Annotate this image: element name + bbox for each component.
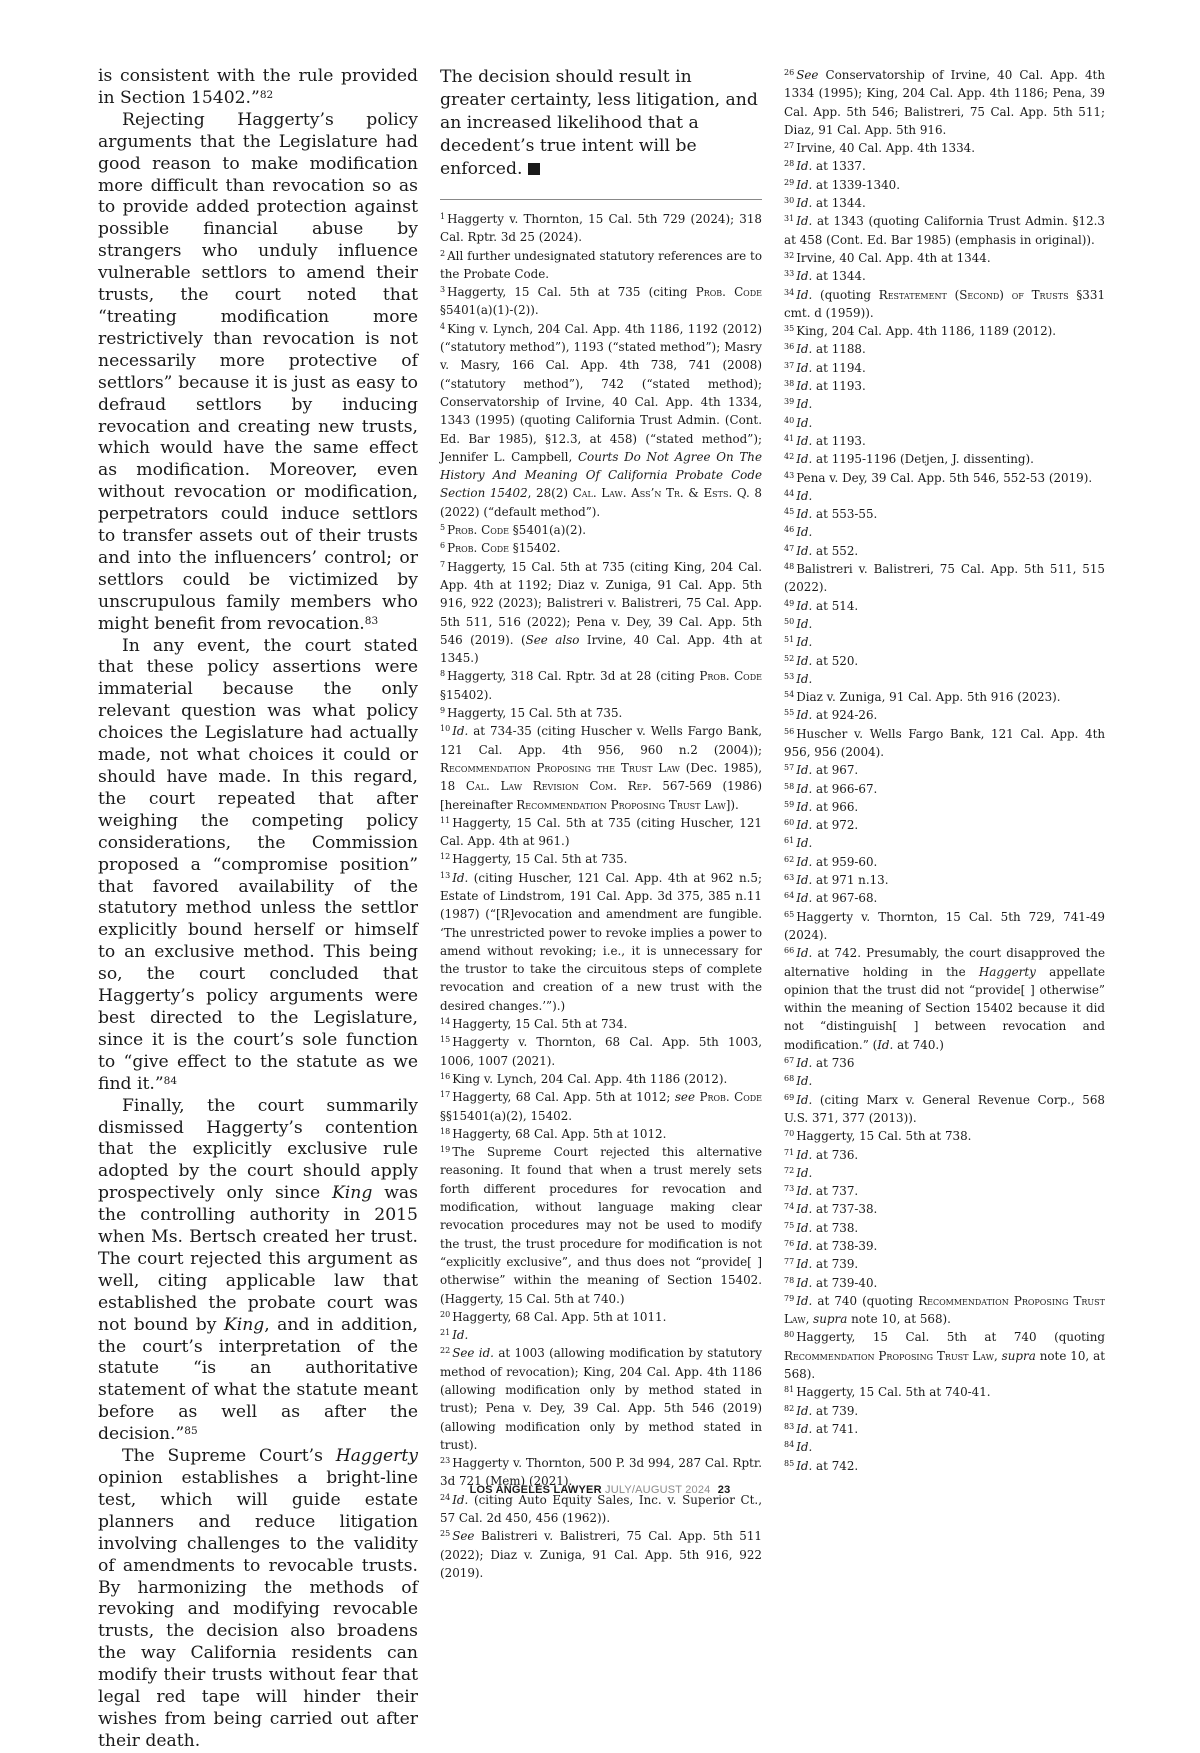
issue-date: JULY/AUGUST 2024: [605, 1484, 711, 1496]
endnote: $^{75}$ Id. at 738.: [784, 1220, 859, 1235]
endnote: $^{18}$ Haggerty, 68 Cal. App. 5th at 1012.: [440, 1126, 667, 1141]
endnote-ref: 85: [184, 1425, 198, 1438]
endnote-ref: 83: [364, 614, 379, 627]
endnote: $^{76}$ Id. at 738-39.: [784, 1239, 878, 1253]
body-paragraph: Finally, the court summarily dismissed Haggerty’s contention that the explicitly exclusive rule adopted by the court should apply prospectively only since King was the controlling authority in 2015 when Ms. Bertsch created her trust. The court rejected this argument as well, citing applicable law that established the probate court was not bound by King, and in addition, the court’s interpretation of the statute “is an authoritative statement of what the statute meant before as well as after the decision.”$^{85}$: [98, 1095, 418, 1445]
body-paragraph: The Supreme Court’s Haggerty opinion establishes a bright-line test, which will guide estate planners and reduce litigation involving challenges to the validity of amendments to revocable trusts. By harmonizing the methods of revoking and modifying revocable trusts, the decision also broadens the way California residents can modify their trusts without fear that legal red tape will hinder their wishes from being carried out after their death.: [98, 1446, 418, 1751]
endnote: $^{71}$ Id. at 736.: [784, 1147, 859, 1162]
endnote: $^{10}$ Id. at 734-35 (citing Huscher v. Wells Fargo Bank, 121 Cal. App. 4th 956, 960 n.2 (2004)); Recommendation Proposing the Trust Law (Dec. 1985), 18 Cal. Law Revision Com. Rep. 567-569 (1986) [hereinafter Recommendation Proposing Trust Law]).: [440, 724, 762, 812]
endnote: $^8$ Haggerty, 318 Cal. Rptr. 3d at 28 (citing Prob. Code §15402).: [440, 669, 762, 702]
endnote: $^{78}$ Id. at 739-40.: [784, 1275, 878, 1290]
endnote: $^{50}$ Id.: [784, 616, 813, 631]
endnote: $^{60}$ Id. at 972.: [784, 818, 859, 833]
body-column: [98, 66, 418, 1753]
page-footer: [0, 1484, 1200, 1496]
endnote: $^{47}$ Id. at 552.: [784, 543, 859, 558]
endnote: $^{81}$ Haggerty, 15 Cal. 5th at 740-41.: [784, 1385, 991, 1400]
endnote: $^{61}$ Id.: [784, 836, 813, 851]
publication-name: LOS ANGELES LAWYER: [469, 1484, 602, 1496]
endnote: $^4$ King v. Lynch, 204 Cal. App. 4th 1186, 1192 (2012) (“statutory method”), 1193 (“stated method”); Masry v. Masry, 166 Cal. App. 4th 738, 741 (2008) (“statutory method”), 742 (“stated method); Conservatorship of Irvine, 40 Cal. App. 4th 1334, 1343 (1995) (quoting California Trust Admin. (Cont. Ed. Bar 1985), §12.3, at 458) (“stated method”); Jennifer L. Campbell, Courts Do Not Agree On The History And Meaning Of California Probate Code Section 15402, 28(2) Cal. Law. Ass’n Tr. & Ests. Q. 8 (2022) (“default method”).: [440, 321, 762, 519]
endnote: $^{55}$ Id. at 924-26.: [784, 708, 878, 723]
endnote: $^2$ All further undesignated statutory references are to the Probate Code.: [440, 248, 762, 281]
endnote: $^5$ Prob. Code §5401(a)(2).: [440, 523, 587, 538]
end-of-article-mark: [528, 163, 540, 175]
endnote: $^{27}$ Irvine, 40 Cal. App. 4th 1334.: [784, 141, 975, 156]
closing-paragraph: The decision should result in greater certainty, less litigation, and an increased likelihood that a decedent’s true intent will be enforced.: [440, 67, 758, 179]
endnote: $^{23}$ Haggerty v. Thornton, 500 P. 3d 994, 287 Cal. Rptr. 3d 721 (Mem) (2021).: [440, 1456, 762, 1489]
endnote: $^{22}$ See id. at 1003 (allowing modification by statutory method of revocation); King, 204 Cal. App. 4th 1186 (allowing modification only by method stated in trust); Pena v. Dey, 39 Cal. App. 5th 546 (2019) (allowing modification only by method stated in trust).: [440, 1346, 762, 1452]
endnote: $^{57}$ Id. at 967.: [784, 763, 859, 778]
endnote: $^{56}$ Huscher v. Wells Fargo Bank, 121 Cal. App. 4th 956, 956 (2004).: [784, 726, 1105, 759]
endnote: $^3$ Haggerty, 15 Cal. 5th at 735 (citing Prob. Code §5401(a)(1)-(2)).: [440, 285, 762, 318]
endnote: $^{37}$ Id. at 1194.: [784, 360, 866, 375]
endnote: $^{59}$ Id. at 966.: [784, 799, 859, 814]
endnote: $^{32}$ Irvine, 40 Cal. App. 4th at 1344.: [784, 250, 991, 265]
endnote: $^{33}$ Id. at 1344.: [784, 269, 866, 284]
endnote: $^{45}$ Id. at 553-55.: [784, 507, 878, 522]
endnote: $^{58}$ Id. at 966-67.: [784, 781, 878, 796]
endnote: $^{17}$ Haggerty, 68 Cal. App. 5th at 1012; see Prob. Code §§15401(a)(2), 15402.: [440, 1090, 763, 1123]
endnote: $^{84}$ Id.: [784, 1440, 813, 1455]
endnote: $^{13}$ Id. (citing Huscher, 121 Cal. App. 4th at 962 n.5; Estate of Lindstrom, 191 Cal. App. 3d 375, 385 n.11 (1987) (“[R]evocation and amendment are fungible. ‘The unrestricted power to revoke implies a power to amend without revoking; i.e., it is unnecessary for the trustor to take the circuitous steps of complete revocation and creation of a new trust with the desired changes.’”).): [440, 870, 762, 1013]
endnote: $^{24}$ Id. (citing Auto Equity Sales, Inc. v. Superior Ct., 57 Cal. 2d 450, 456 (1962)).: [440, 1492, 762, 1526]
endnote: $^{77}$ Id. at 739.: [784, 1257, 859, 1272]
endnote: $^{15}$ Haggerty v. Thornton, 68 Cal. App. 5th 1003, 1006, 1007 (2021).: [440, 1035, 762, 1068]
endnote: $^{83}$ Id. at 741.: [784, 1421, 859, 1436]
endnote: $^{42}$ Id. at 1195-1196 (Detjen, J. dissenting).: [784, 452, 1034, 467]
endnote: $^{14}$ Haggerty, 15 Cal. 5th at 734.: [440, 1017, 628, 1032]
endnote: $^{26}$ See Conservatorship of Irvine, 40 Cal. App. 4th 1334 (1995); King, 204 Cal. App. 4th 1186; Pena, 39 Cal. App. 5th 546; Balistreri, 75 Cal. App. 5th 511; Diaz, 91 Cal. App. 5th 916.: [784, 68, 1105, 137]
body-paragraph: Rejecting Haggerty’s policy arguments that the Legislature had good reason to make modification more difficult than revocation so as to provide added protection against possible financial abuse by strangers who unduly influence vulnerable settlors to amend their trusts, the court noted that “treating modification more restrictively than revocation is not necessarily more protective of settlors” because it is just as easy to defraud settlors by inducing revocation and creating new trusts, which would have the same effect as modification. Moreover, even without revocation or modification, perpetrators could induce settlors to transfer assets out of their trusts and into the influencers’ control; or settlors could be victimized by unscrupulous family members who might benefit from revocation.$^{83}$: [98, 109, 418, 634]
endnote: $^{12}$ Haggerty, 15 Cal. 5th at 735.: [440, 852, 628, 867]
endnote: $^{72}$ Id.: [784, 1165, 813, 1180]
endnote-ref: 82: [259, 88, 274, 101]
endnote: $^{67}$ Id. at 736: [784, 1056, 855, 1071]
endnote: $^{52}$ Id. at 520.: [784, 653, 859, 668]
endnote: $^{69}$ Id. (citing Marx v. General Revenue Corp., 568 U.S. 371, 377 (2013)).: [784, 1092, 1105, 1125]
endnote: $^{44}$ Id.: [784, 488, 813, 503]
endnote: $^{80}$ Haggerty, 15 Cal. 5th at 740 (quoting Recommendation Proposing Trust Law, supra note 10, at 568).: [784, 1330, 1106, 1382]
endnote: $^6$ Prob. Code §15402.: [440, 541, 561, 556]
endnote: $^{54}$ Diaz v. Zuniga, 91 Cal. App. 5th 916 (2023).: [784, 690, 1061, 705]
endnote: $^{51}$ Id.: [784, 635, 813, 650]
endnote: $^{48}$ Balistreri v. Balistreri, 75 Cal. App. 5th 511, 515 (2022).: [784, 562, 1105, 595]
endnote: $^{34}$ Id. (quoting Restatement (Second) of Trusts §331 cmt. d (1959)).: [784, 287, 1106, 320]
endnote: $^{36}$ Id. at 1188.: [784, 342, 866, 357]
endnotes-column-2: [784, 66, 1105, 1475]
endnote: $^{21}$ Id.: [440, 1328, 469, 1343]
endnote: $^{66}$ Id. at 742. Presumably, the court disapproved the alternative holding in the Haggerty appellate opinion that the trust did not “provide[ ] otherwise” within the meaning of Section 15402 because it did not “distinguish[ ] between revocation and modification.” (Id. at 740.): [784, 946, 1105, 1052]
endnote: $^{68}$ Id.: [784, 1074, 813, 1089]
endnote: $^{43}$ Pena v. Dey, 39 Cal. App. 5th 546, 552-53 (2019).: [784, 470, 1093, 485]
endnote: $^{31}$ Id. at 1343 (quoting California Trust Admin. §12.3 at 458 (Cont. Ed. Bar 1985) (emphasis in original)).: [784, 214, 1105, 247]
endnote: $^{63}$ Id. at 971 n.13.: [784, 873, 889, 888]
endnote: $^{11}$ Haggerty, 15 Cal. 5th at 735 (citing Huscher, 121 Cal. App. 4th at 961.): [440, 815, 762, 849]
endnote: $^{28}$ Id. at 1337.: [784, 159, 866, 174]
endnote: $^1$ Haggerty v. Thornton, 15 Cal. 5th 729 (2024); 318 Cal. Rptr. 3d 25 (2024).: [440, 212, 762, 245]
endnote: $^{64}$ Id. at 967-68.: [784, 891, 878, 906]
endnotes-divider: [440, 199, 762, 200]
body-paragraph: is consistent with the rule provided in Section 15402.”$^{82}$: [98, 66, 418, 108]
endnote: $^{53}$ Id.: [784, 671, 813, 686]
endnote: $^{82}$ Id. at 739.: [784, 1403, 859, 1418]
endnote: $^{29}$ Id. at 1339-1340.: [784, 177, 901, 192]
endnote: $^{40}$ Id.: [784, 415, 813, 430]
endnote: $^{65}$ Haggerty v. Thornton, 15 Cal. 5th 729, 741-49 (2024).: [784, 909, 1105, 942]
endnote: $^7$ Haggerty, 15 Cal. 5th at 735 (citing King, 204 Cal. App. 4th at 1192; Diaz v. Zuniga, 91 Cal. App. 5th 916, 922 (2023); Balistreri v. Balistreri, 75 Cal. App. 5th 511, 516 (2022); Pena v. Dey, 39 Cal. App. 5th 546 (2019). (See also Irvine, 40 Cal. App. 4th at 1345.): [440, 559, 762, 666]
endnotes-column-1: [440, 66, 762, 1582]
endnote: $^{73}$ Id. at 737.: [784, 1184, 859, 1199]
endnote: $^{16}$ King v. Lynch, 204 Cal. App. 4th 1186 (2012).: [440, 1071, 728, 1086]
endnote: $^{19}$ The Supreme Court rejected this alternative reasoning. It found that when a trust merely sets forth different procedures for revocation and modification, without language making clear revocation procedures may not be used to modify the trust, the trust procedure for modification is not “explicitly exclusive”, and thus does not “provide[ ] otherwise” within the meaning of Section 15402. (Haggerty, 15 Cal. 5th at 740.): [440, 1145, 762, 1306]
body-paragraph: In any event, the court stated that these policy assertions were immaterial because the only relevant question was what policy choices the Legislature had actually made, not what choices it could or should have made. In this regard, the court repeated that after weighing the competing policy considerations, the Commission proposed a “compromise position” that favored availability of the statutory method unless the settlor explicitly bound herself or himself to an exclusive method. This being so, the court concluded that Haggerty’s policy arguments were best directed to the Legislature, since it is the court’s sole function to “give effect to the statute as we find it.”$^{84}$: [98, 635, 418, 1094]
endnote: $^{70}$ Haggerty, 15 Cal. 5th at 738.: [784, 1129, 972, 1144]
endnote: $^{38}$ Id. at 1193.: [784, 379, 866, 394]
endnote: $^{20}$ Haggerty, 68 Cal. App. 5th at 1011.: [440, 1309, 667, 1324]
endnote: $^{79}$ Id. at 740 (quoting Recommendation Proposing Trust Law, supra note 10, at 568).: [784, 1293, 1105, 1327]
endnote: $^{46}$ Id.: [784, 525, 813, 540]
endnote: $^{49}$ Id. at 514.: [784, 598, 859, 613]
endnote: $^{25}$ See Balistreri v. Balistreri, 75 Cal. App. 5th 511 (2022); Diaz v. Zuniga, 91 Cal. App. 5th 916, 922 (2019).: [440, 1529, 762, 1580]
endnote: $^9$ Haggerty, 15 Cal. 5th at 735.: [440, 706, 623, 721]
endnote: $^{62}$ Id. at 959-60.: [784, 854, 878, 869]
endnote: $^{39}$ Id.: [784, 397, 813, 412]
endnote: $^{35}$ King, 204 Cal. App. 4th 1186, 1189 (2012).: [784, 324, 1057, 339]
endnote: $^{30}$ Id. at 1344.: [784, 196, 866, 211]
page-number: 23: [717, 1484, 731, 1496]
endnote: $^{41}$ Id. at 1193.: [784, 433, 866, 448]
endnote: $^{85}$ Id. at 742.: [784, 1458, 859, 1473]
endnote: $^{74}$ Id. at 737-38.: [784, 1202, 878, 1217]
endnote-ref: 84: [163, 1074, 178, 1087]
